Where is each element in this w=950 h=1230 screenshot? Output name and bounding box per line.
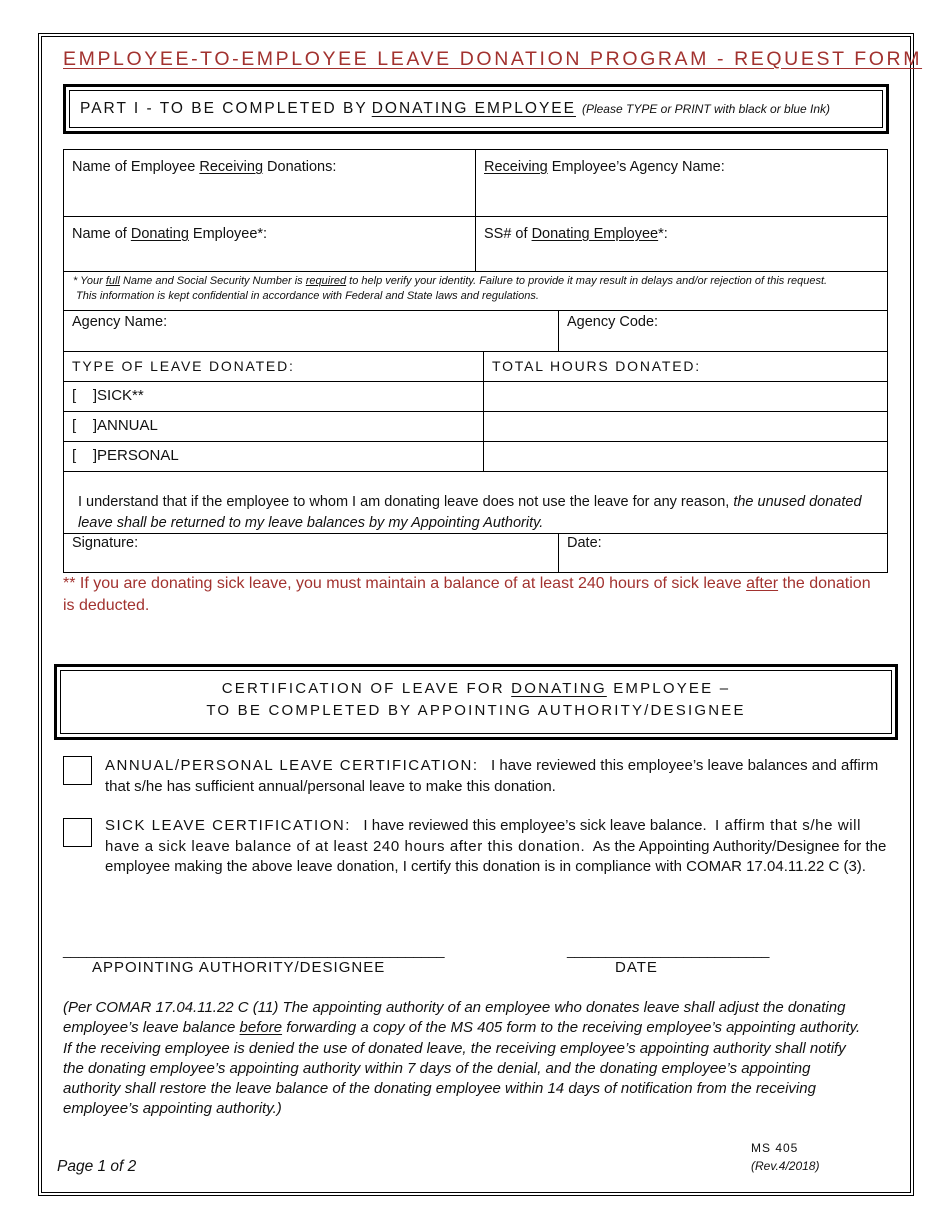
agency-code-label: Agency Code: xyxy=(567,314,659,330)
form-revision: (Rev.4/2018) xyxy=(751,1159,820,1173)
receiving-name-label: Name of Employee xyxy=(72,159,200,175)
donating-ssn-label-u: Donating Employee xyxy=(531,226,659,242)
donating-name-label-u: Donating xyxy=(130,226,189,242)
agency-code-field[interactable] xyxy=(558,310,888,352)
sick-cert-body1: I have reviewed this employee’s sick leave balance. xyxy=(363,817,707,834)
sick-cert-body3: As the Appointing Authority/Designee for the employee making the above leave donation, I certify this donation is in compliance with COMAR 17.04.11.22 C (3). xyxy=(105,837,887,875)
comar-note-p2: forwarding a copy of the MS 405 form to the receiving employee’s appointing authority. If the receiving employee is denied the use of donated leave, the receiving employee’s appointing authority shall notify the donating employee’s appointing authority within 7 days of the denial, and the donating employee’s appointing authority shall restore the leave balance of the donating employee within 14 days of notification from the receiving employee’s appointing authority.) xyxy=(63,1019,861,1118)
understanding-italic: the unused donated leave shall be returned to my leave balances by my Appointing Authority. xyxy=(78,494,862,531)
form-number: MS 405 xyxy=(751,1141,799,1155)
page-number: Page 1 of 2 xyxy=(57,1158,137,1175)
sick-checkbox[interactable]: [ ] xyxy=(72,387,98,404)
receiving-name-label-u: Receiving xyxy=(199,159,264,175)
form-title: EMPLOYEE-TO-EMPLOYEE LEAVE DONATION PROGRAM - REQUEST FORM xyxy=(63,48,923,70)
signature-field[interactable] xyxy=(63,533,559,573)
leave-row-personal[interactable] xyxy=(63,441,484,472)
receiving-name-label-post: Donations: xyxy=(263,159,337,175)
receiving-agency-field[interactable] xyxy=(475,149,888,217)
hours-header xyxy=(483,351,888,382)
sick-hours-field[interactable] xyxy=(483,381,888,412)
sick-cert-head: SICK LEAVE CERTIFICATION: xyxy=(105,817,351,834)
annual-hours-field[interactable] xyxy=(483,411,888,442)
sick-warning-pre: ** If you are donating sick leave, you must maintain a balance of at least 240 hours of sick leave xyxy=(63,575,747,592)
part1-prefix: PART I - TO BE COMPLETED BY xyxy=(80,100,368,117)
identity-note-p3: to help verify your identity. Failure to provide it may result in delays and/or rejection of this request. xyxy=(346,275,828,287)
leave-type-header-label: TYPE OF LEAVE DONATED: xyxy=(72,358,295,374)
understanding-text: I understand that if the employee to whom I am donating leave does not use the leave for any reason, xyxy=(78,494,734,510)
authority-date-line[interactable]: __________________________ xyxy=(567,942,770,958)
signature-label: Signature: xyxy=(72,535,139,551)
donating-name-field[interactable] xyxy=(63,216,476,272)
sick-label: SICK** xyxy=(97,387,144,404)
identity-note xyxy=(63,271,888,311)
comar-note-p1: (Per COMAR 17.04.11.22 C (11) The appointing authority of an employee who donates leave shall adjust the donating employee’s leave balance xyxy=(63,999,846,1037)
date-field[interactable] xyxy=(558,533,888,573)
sick-cert xyxy=(105,816,895,878)
comar-note xyxy=(63,998,863,1120)
annual-checkbox[interactable]: [ ] xyxy=(72,417,98,434)
identity-note-u1: full xyxy=(105,275,120,287)
identity-note-p1: * Your xyxy=(73,275,106,287)
donating-ssn-label-post: *: xyxy=(658,226,668,242)
identity-note-u2: required xyxy=(305,275,347,287)
sick-warning-post: the donation is deducted. xyxy=(63,575,871,614)
hours-header-label: TOTAL HOURS DONATED: xyxy=(492,358,701,374)
donating-name-label-post: Employee*: xyxy=(188,226,268,242)
personal-hours-field[interactable] xyxy=(483,441,888,472)
annual-label: ANNUAL xyxy=(97,417,158,434)
donating-ssn-field[interactable] xyxy=(475,216,888,272)
personal-label: PERSONAL xyxy=(97,447,179,464)
receiving-name-field[interactable] xyxy=(63,149,476,217)
annual-cert-checkbox[interactable] xyxy=(63,756,92,785)
annual-cert-head: ANNUAL/PERSONAL LEAVE CERTIFICATION: xyxy=(105,757,479,774)
part1-note: (Please TYPE or PRINT with black or blue Ink) xyxy=(581,102,831,116)
authority-signature-line[interactable]: _________________________________________________ xyxy=(63,942,445,958)
leave-row-annual[interactable] xyxy=(63,411,484,442)
sick-leave-warning xyxy=(63,573,883,617)
authority-label: APPOINTING AUTHORITY/DESIGNEE xyxy=(92,959,386,976)
comar-note-u: before xyxy=(239,1019,283,1037)
identity-note-line2: This information is kept confidential in accordance with Federal and State laws and regulations. xyxy=(73,290,539,302)
personal-checkbox[interactable]: [ ] xyxy=(72,447,98,464)
date-label: Date: xyxy=(567,535,602,551)
part1-header xyxy=(69,90,883,128)
donating-name-label: Name of xyxy=(72,226,131,242)
agency-name-field[interactable] xyxy=(63,310,559,352)
annual-cert-body: I have reviewed this employee’s leave balances and affirm that s/he has sufficient annual/personal leave to make this donation. xyxy=(105,757,879,795)
sick-warning-u: after xyxy=(746,575,779,592)
part1-underlined: DONATING EMPLOYEE xyxy=(371,100,576,117)
sick-cert-checkbox[interactable] xyxy=(63,818,92,847)
cert-line1-pre: CERTIFICATION OF LEAVE FOR xyxy=(221,680,512,697)
receiving-agency-label: Employee’s Agency Name: xyxy=(547,159,725,175)
leave-type-header xyxy=(63,351,484,382)
identity-note-p2: Name and Social Security Number is xyxy=(119,275,306,287)
understanding-statement xyxy=(63,471,888,534)
leave-row-sick[interactable] xyxy=(63,381,484,412)
cert-line2: TO BE COMPLETED BY APPOINTING AUTHORITY/DESIGNEE xyxy=(206,702,746,719)
annual-cert xyxy=(105,756,895,797)
receiving-agency-label-u: Receiving xyxy=(484,159,548,175)
cert-line1-post: EMPLOYEE – xyxy=(606,680,731,697)
donating-ssn-label: SS# of xyxy=(484,226,532,242)
certification-header xyxy=(60,670,892,734)
authority-date-label: DATE xyxy=(615,959,658,976)
sick-cert-body2: I affirm that s/he will have a sick leave balance of at least 240 hours after this donation. xyxy=(105,817,862,855)
agency-name-label: Agency Name: xyxy=(72,314,168,330)
cert-line1-u: DONATING xyxy=(511,680,607,697)
